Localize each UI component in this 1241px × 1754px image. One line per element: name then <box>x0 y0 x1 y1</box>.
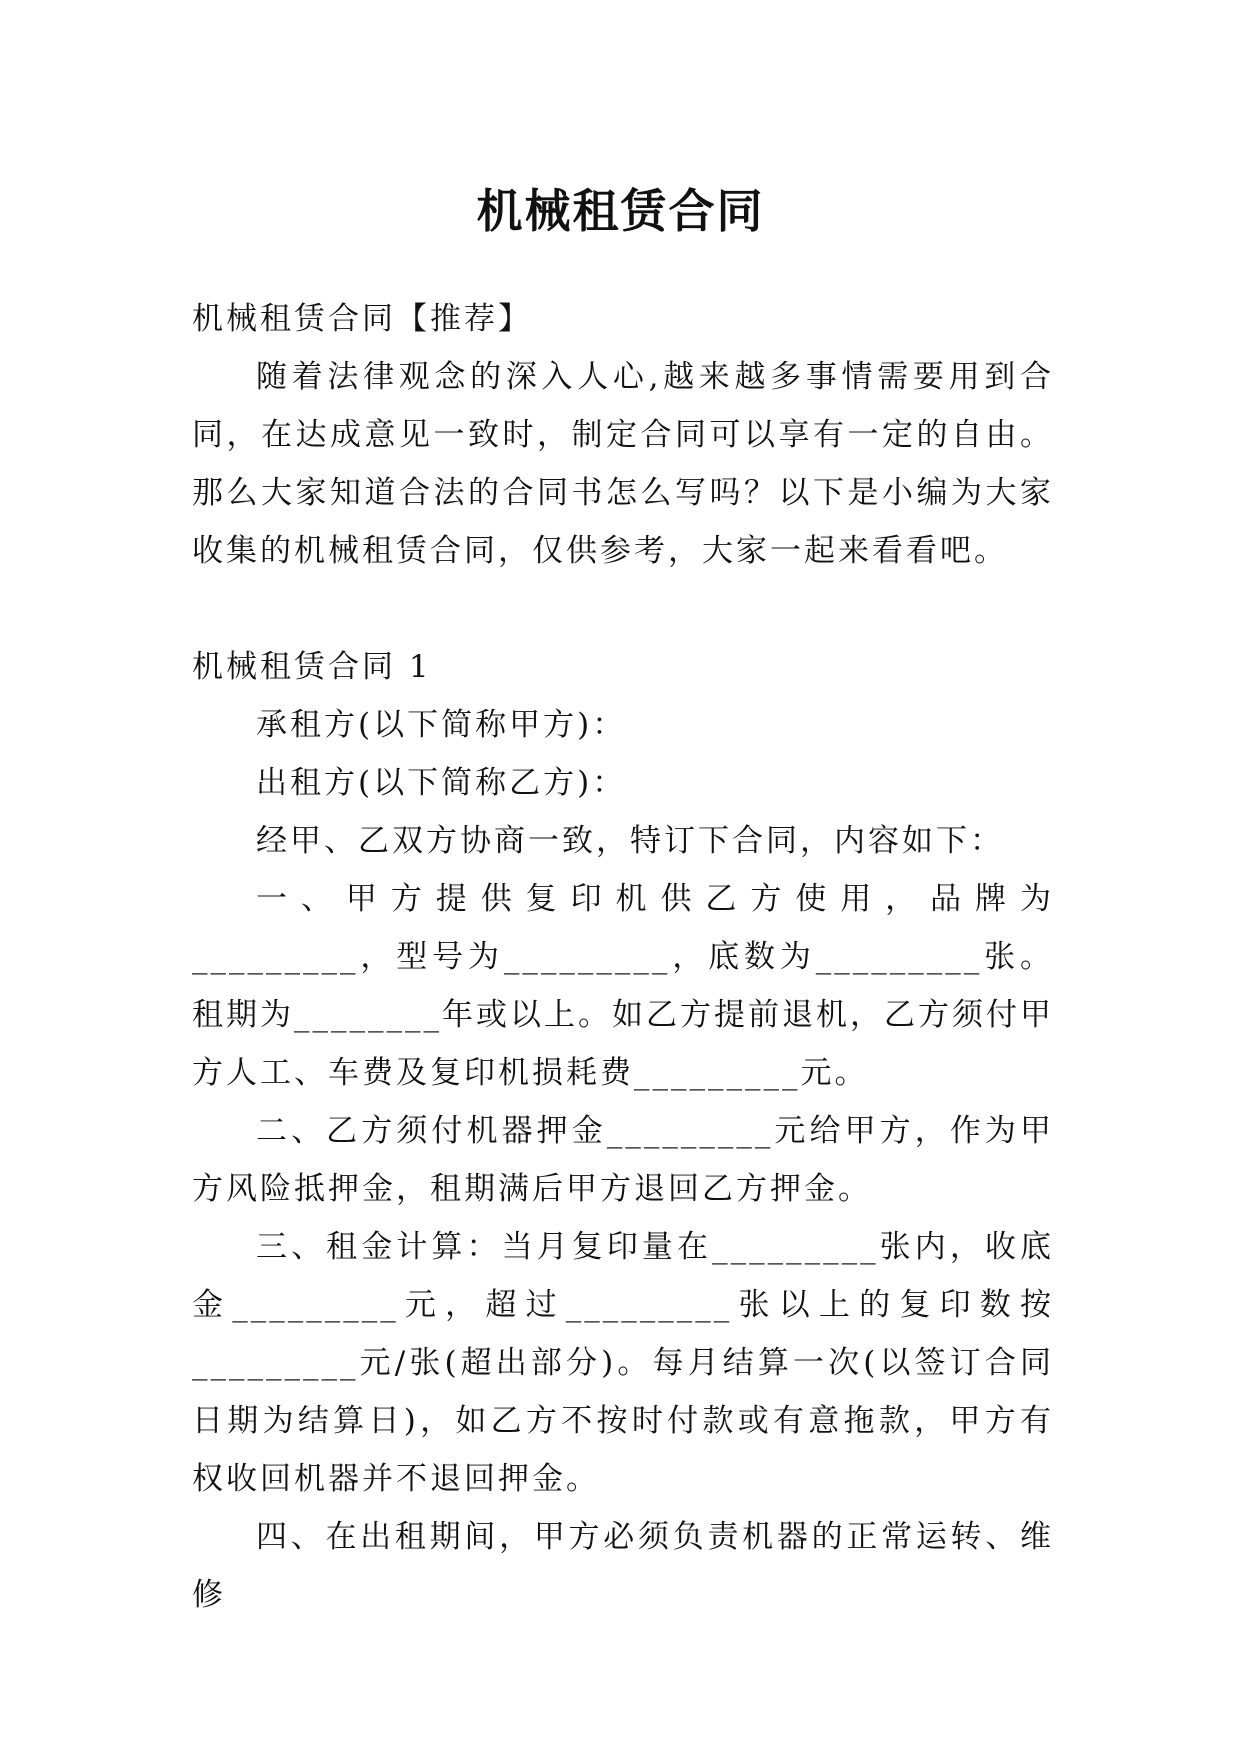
section-heading: 机械租赁合同 1 <box>192 649 432 685</box>
lessee-line: 承租方(以下简称甲方)： <box>256 707 627 743</box>
document-title: 机械租赁合同 <box>476 183 765 238</box>
section-spacer <box>192 580 1054 638</box>
document-body <box>192 290 1054 1624</box>
clause-3: 三、租金计算：当月复印量在_________张内，收底金_________元，超过_________张以上的复印数按_________元/张(超出部分)。每月结算一次(以签订合同日期为结算日)，如乙方不按时付款或有意拖款，甲方有权收回机器并不退回押金。 <box>192 1229 1054 1497</box>
document-subtitle: 机械租赁合同【推荐】 <box>192 301 532 337</box>
clause-4: 四、在出租期间，甲方必须负责机器的正常运转、维修 <box>192 1519 1054 1613</box>
clause-2: 二、乙方须付机器押金_________元给甲方，作为甲方风险抵押金，租期满后甲方退回乙方押金。 <box>192 1113 1054 1207</box>
intro-paragraph: 随着法律观念的深入人心,越来越多事情需要用到合同，在达成意见一致时，制定合同可以享有一定的自由。那么大家知道合法的合同书怎么写吗？以下是小编为大家收集的机械租赁合同，仅供参考，大家一起来看看吧。 <box>192 359 1054 569</box>
clause-1: 一、甲方提供复印机供乙方使用，品牌为_________，型号为_________，底数为_________张。租期为________年或以上。如乙方提前退机，乙方须付甲方人工、车费及复印机损耗费_________元。 <box>192 881 1054 1091</box>
agreement-line: 经甲、乙双方协商一致，特订下合同，内容如下： <box>256 823 1004 859</box>
lessor-line: 出租方(以下简称乙方)： <box>256 765 627 801</box>
